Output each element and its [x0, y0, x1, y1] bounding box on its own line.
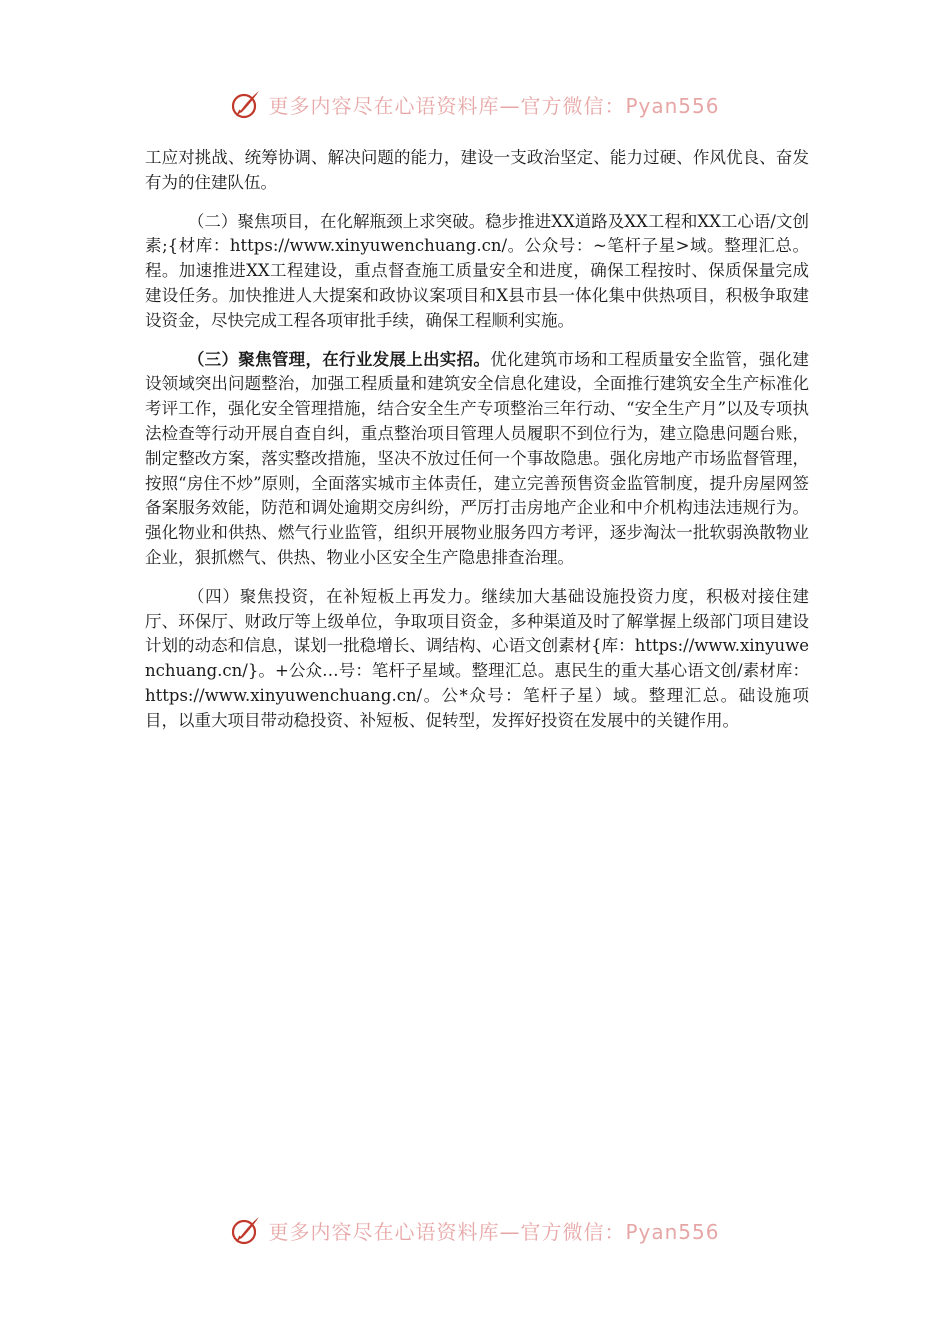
quill-logo-icon [230, 88, 262, 120]
footer-banner [0, 1210, 950, 1250]
paragraph-investment: （四）聚焦投资，在补短板上再发力。继续加大基础设施投资力度，积极对接住建厅、环保厅、财政厅等上级单位，争取项目资金，多种渠道及时了解掌握上级部门项目建设计划的动态和信息，谋划一批稳增长、调结构、心语文创素材{库：https://www.xinyuwenchuang.cn/}。+公众…号：笔杆子星域。整理汇总。惠民生的重大基心语文创/素材库：https://www.xinyuwenchuang.cn/。公*众号：笔杆子星）域。整理汇总。础设施项目，以重大项目带动稳投资、补短板、促转型，发挥好投资在发展中的关键作用。 [145, 586, 809, 730]
footer-banner-text: 更多内容尽在心语资料库—官方微信：Pyan556 [268, 1219, 720, 1244]
quill-logo-icon [230, 1214, 262, 1246]
header-banner-text: 更多内容尽在心语资料库—官方微信：Pyan556 [268, 93, 720, 118]
paragraph-management [145, 348, 809, 571]
paragraph-continuation: 工应对挑战、统筹协调、解决问题的能力，建设一支政治坚定、能力过硬、作风优良、奋发有为的住建队伍。 [145, 148, 809, 192]
document-body [145, 146, 809, 734]
header-banner [0, 84, 950, 124]
paragraph-projects: （二）聚焦项目，在化解瓶颈上求突破。稳步推进XX道路及XX工程和XX工心语/文创素;{材库：https://www.xinyuwenchuang.cn/。公众号：~笔杆子星>域。整理汇总。程。加速推进XX工程建设，重点督查施工质量安全和进度，确保工程按时、保质保量完成建设任务。加快推进人大提案和政协议案项目和X县市县一体化集中供热项目，积极争取建设资金，尽快完成工程各项审批手续，确保工程顺利实施。 [145, 211, 809, 330]
section-heading-management: （三）聚焦管理，在行业发展上出实招。 [187, 349, 491, 369]
paragraph-management-text: 优化建筑市场和工程质量安全监管，强化建设领域突出问题整治，加强工程质量和建筑安全信息化建设，全面推行建筑安全生产标准化考评工作，强化安全管理措施，结合安全生产专项整治三年行动、“安全生产月”以及专项执法检查等行动开展自查自纠，重点整治项目管理人员履职不到位行为，建立隐患问题台账，制定整改方案，落实整改措施，坚决不放过任何一个事故隐患。强化房地产市场监督管理，按照“房住不炒”原则，全面落实城市主体责任，建立完善预售资金监管制度，提升房屋网签备案服务效能，防范和调处逾期交房纠纷，严厉打击房地产企业和中介机构违法违规行为。强化物业和供热、燃气行业监管，组织开展物业服务四方考评，逐步淘汰一批软弱涣散物业企业，狠抓燃气、供热、物业小区安全生产隐患排查治理。 [145, 349, 810, 567]
